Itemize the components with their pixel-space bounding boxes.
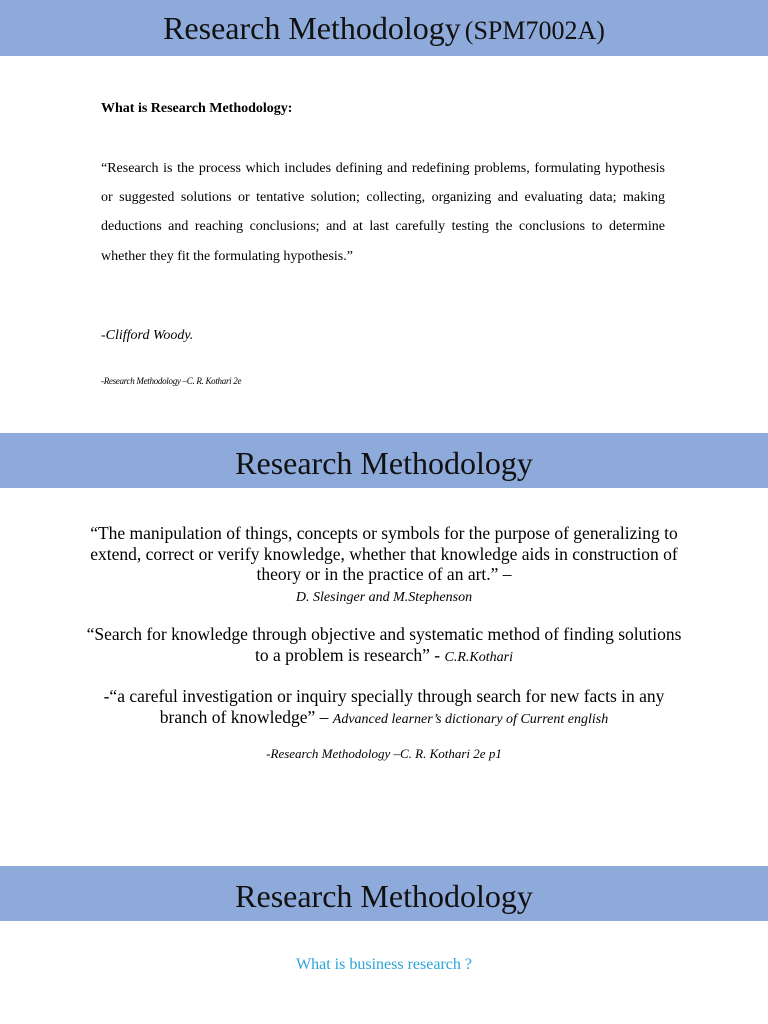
slide3-question: What is business research ? xyxy=(296,956,472,973)
slide2-title-band xyxy=(0,433,768,488)
slide2-quote-1 xyxy=(84,523,684,608)
slide1-heading: What is Research Methodology: xyxy=(101,101,293,116)
quote-text: “The manipulation of things, concepts or symbols for the purpose of generalizing to extend, correct or verify knowledge, whether that knowledge aids in construction of theory or in the practice of an art.” – xyxy=(90,523,678,584)
slide1-quote: “Research is the process which includes defining and redefining problems, formulating hypothesis or suggested solutions or tentative solution; collecting, organizing and evaluating data; making deductions and reaching conclusions; and at last carefully testing the conclusions to determine whether they fit the formulating hypothesis.” xyxy=(101,161,665,264)
slide1-course-code: (SPM7002A) xyxy=(464,16,605,45)
quote-text: “Search for knowledge through objective and systematic method of finding solutions to a problem is research” - xyxy=(86,624,682,665)
slide1-source: -Research Methodology –C. R. Kothari 2e xyxy=(101,376,242,386)
quote-citation: Advanced learner’s dictionary of Current english xyxy=(332,711,609,727)
quote-text: -“a careful investigation or inquiry specially through search for new facts in any branch of knowledge” – xyxy=(103,686,665,727)
slide2-quote-2 xyxy=(84,624,684,668)
slide1-author: -Clifford Woody. xyxy=(101,328,194,343)
slide2-source: -Research Methodology –C. R. Kothari 2e p1 xyxy=(266,746,502,761)
slide3-title: Research Methodology xyxy=(235,878,533,914)
quote-citation: D. Slesinger and M.Stephenson xyxy=(295,589,473,605)
slide2-title: Research Methodology xyxy=(235,445,533,481)
slide2-quote-3 xyxy=(84,686,684,730)
slide3-title-band xyxy=(0,866,768,921)
slide1-title-band xyxy=(0,0,768,56)
quote-citation: C.R.Kothari xyxy=(444,649,513,665)
slide1-title: Research Methodology xyxy=(163,10,461,46)
